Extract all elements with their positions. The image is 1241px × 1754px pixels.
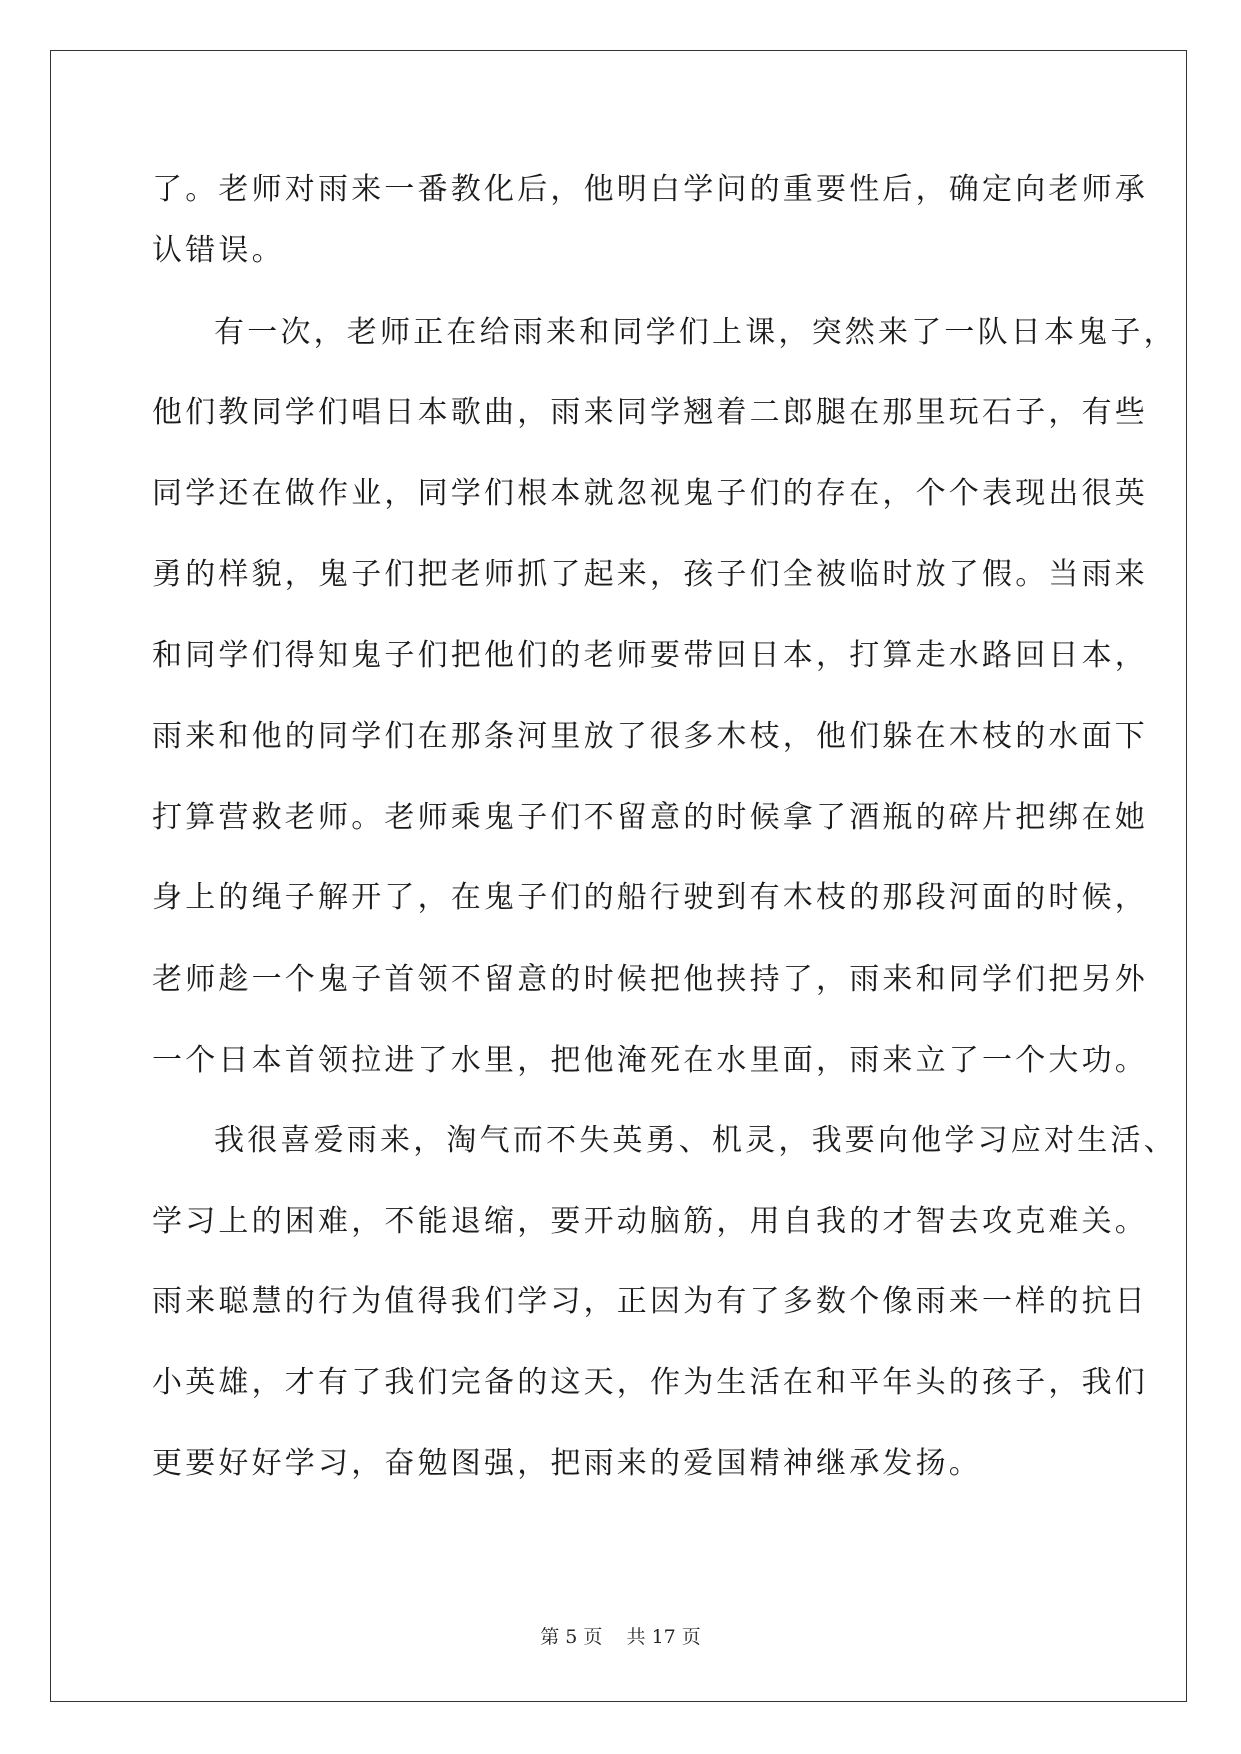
text-line: 和同学们得知鬼子们把他们的老师要带回日本，打算走水路回日本，: [152, 638, 1148, 673]
page-number-footer: 第 5 页 共 17 页: [540, 1626, 701, 1648]
paragraph-start-line: 有一次，老师正在给雨来和同学们上课，突然来了一队日本鬼子，: [214, 315, 1177, 350]
text-line: 同学还在做作业，同学们根本就忽视鬼子们的存在，个个表现出很英: [152, 476, 1148, 511]
text-line: 身上的绳子解开了，在鬼子们的船行驶到有木枝的那段河面的时候，: [152, 880, 1148, 915]
text-line: 打算营救老师。老师乘鬼子们不留意的时候拿了酒瓶的碎片把绑在她: [152, 800, 1148, 835]
text-line: 老师趁一个鬼子首领不留意的时候把他挟持了，雨来和同学们把另外: [152, 962, 1148, 997]
text-line: 学习上的困难，不能退缩，要开动脑筋，用自我的才智去攻克难关。: [152, 1204, 1148, 1239]
text-line: 雨来聪慧的行为值得我们学习，正因为有了多数个像雨来一样的抗日: [152, 1284, 1148, 1319]
text-line: 认错误。: [152, 233, 285, 268]
text-line: 了。老师对雨来一番教化后，他明白学问的重要性后，确定向老师承: [152, 172, 1148, 207]
text-line: 一个日本首领拉进了水里，把他淹死在水里面，雨来立了一个大功。: [152, 1043, 1148, 1078]
text-line: 雨来和他的同学们在那条河里放了很多木枝，他们躲在木枝的水面下: [152, 719, 1148, 754]
text-line: 他们教同学们唱日本歌曲，雨来同学翘着二郎腿在那里玩石子，有些: [152, 395, 1148, 430]
text-line: 小英雄，才有了我们完备的这天，作为生活在和平年头的孩子，我们: [152, 1365, 1148, 1400]
text-line: 勇的样貌，鬼子们把老师抓了起来，孩子们全被临时放了假。当雨来: [152, 557, 1148, 592]
paragraph-start-line: 我很喜爱雨来，淘气而不失英勇、机灵，我要向他学习应对生活、: [214, 1123, 1177, 1158]
text-line: 更要好好学习，奋勉图强，把雨来的爱国精神继承发扬。: [152, 1446, 982, 1481]
